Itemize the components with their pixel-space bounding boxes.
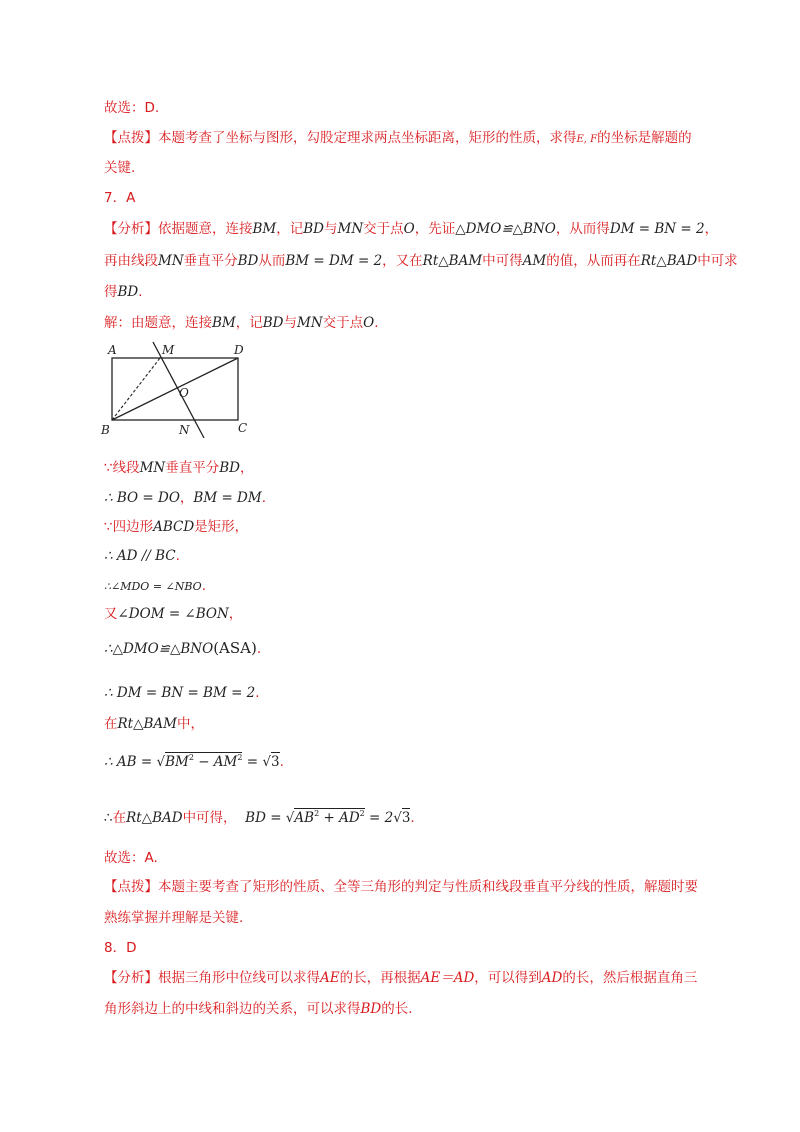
label-a: A <box>108 343 117 357</box>
question-8-answer: 8．D <box>104 940 137 956</box>
proof-line-7: ∴△DMO≌△BNO(ASA). <box>104 639 262 657</box>
answer-line-7: 故选：A. <box>104 850 158 866</box>
proof-line-6: 又∠DOM = ∠BON， <box>104 606 243 622</box>
label-d: D <box>234 343 244 357</box>
proof-line-10: ∴ AB = $√BM^2 - AM^2 = √3$. <box>104 753 284 770</box>
proof-line-2: ∴ BO = DO，BM = DM. <box>104 490 266 506</box>
proof-line-1: ∵线段MN垂直平分BD， <box>104 460 254 476</box>
label-c: C <box>238 421 248 435</box>
label-n: N <box>179 423 190 437</box>
analysis-8-line-2: 角形斜边上的中线和斜边的关系，可以求得BD的长. <box>104 1001 413 1017</box>
proof-line-11: ∴在Rt△BAD中可得， BD = $√AB^2 + AD^2 = 2√3$. <box>104 809 415 826</box>
diagonal-bd <box>112 358 238 420</box>
question-7-answer: 7．A <box>104 190 136 206</box>
proof-line-4: ∴ AD // BC. <box>104 548 180 564</box>
analysis-7-line-1: 【分析】依据题意，连接BM，记BD与MN交于点O，先证△DMO≌△BNO，从而得DM = BN = 2， <box>104 221 719 237</box>
tip-line-6: 【点拨】本题考查了坐标与图形，勾股定理求两点坐标距离，矩形的性质，求得E, F的坐标是解题的 <box>104 130 692 146</box>
proof-line-3: ∵四边形ABCD是矩形， <box>104 519 249 535</box>
proof-line-8: ∴ DM = BN = BM = 2. <box>104 685 260 701</box>
analysis-7-line-3: 得BD. <box>104 284 143 300</box>
tip-line-7b: 熟练掌握并理解是关键. <box>104 910 244 926</box>
tip-line-7: 【点拨】本题主要考查了矩形的性质、全等三角形的判定与性质和线段垂直平分线的性质，解题时要 <box>104 879 698 895</box>
rectangle-figure <box>100 340 260 440</box>
tip-line-6b: 关键. <box>104 160 136 176</box>
analysis-8-line-1: 【分析】根据三角形中位线可以求得AE的长，再根据AE＝AD，可以得到AD的长，然后根据直角三 <box>104 970 698 986</box>
proof-line-9: 在Rt△BAM中， <box>104 716 204 732</box>
label-o: O <box>179 386 189 400</box>
label-b: B <box>101 423 110 437</box>
segment-bm <box>112 358 160 420</box>
label-m: M <box>162 343 175 357</box>
solution-7-intro: 解：由题意，连接BM，记BD与MN交于点O. <box>104 315 379 331</box>
answer-line-6: 故选：D. <box>104 100 160 116</box>
analysis-7-line-2: 再由线段MN垂直平分BD从而BM = DM = 2，又在Rt△BAM中可得AM的值，从而再在Rt△BAD中可求 <box>104 253 738 269</box>
proof-line-5: ∴∠MDO = ∠NBO. <box>104 578 206 594</box>
